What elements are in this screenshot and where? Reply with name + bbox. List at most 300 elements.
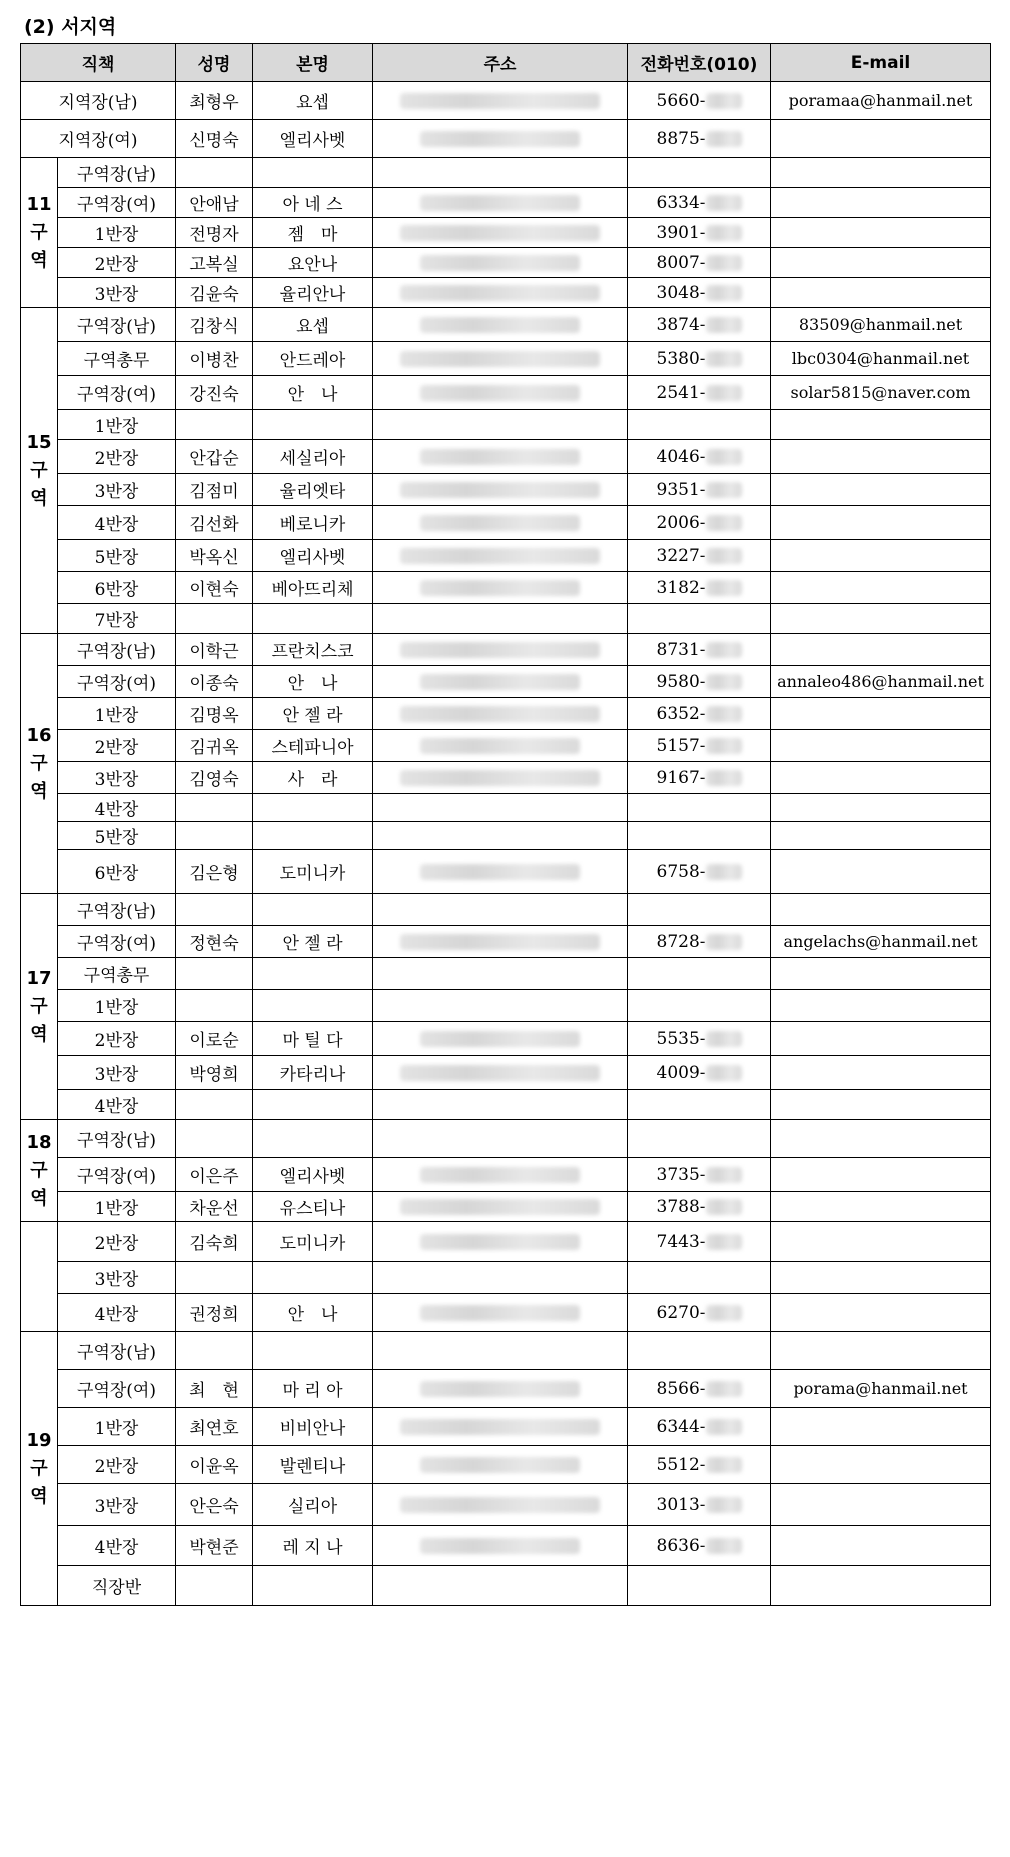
role-cell: 4반장 <box>58 1090 176 1120</box>
email-cell <box>771 1526 991 1566</box>
baptismal-name-cell: 엘리사벳 <box>253 540 373 572</box>
baptismal-name-cell <box>253 410 373 440</box>
baptismal-name-cell: 안 젤 라 <box>253 926 373 958</box>
phone-prefix: 3182- <box>656 577 706 598</box>
address-cell <box>373 1370 628 1408</box>
phone-prefix: 5380- <box>656 348 706 369</box>
table-row <box>21 1526 991 1566</box>
redacted-phone-suffix <box>706 1234 742 1250</box>
phone-cell <box>628 440 771 474</box>
phone-cell <box>628 248 771 278</box>
redacted-phone-suffix <box>706 674 742 690</box>
name-cell: 정현숙 <box>176 926 253 958</box>
zone-label-line: 구 <box>30 752 48 774</box>
email-cell <box>771 1056 991 1090</box>
table-row <box>21 822 991 850</box>
role-cell: 4반장 <box>58 1294 176 1332</box>
role-cell: 구역장(여) <box>58 1158 176 1192</box>
phone-cell <box>628 218 771 248</box>
zone-label-line: 17 <box>26 967 52 989</box>
name-cell: 박현준 <box>176 1526 253 1566</box>
email-cell <box>771 1566 991 1606</box>
name-cell <box>176 1090 253 1120</box>
role-cell: 4반장 <box>58 506 176 540</box>
table-row <box>21 1408 991 1446</box>
role-cell: 5반장 <box>58 822 176 850</box>
role-cell: 4반장 <box>58 794 176 822</box>
role-cell: 구역총무 <box>58 342 176 376</box>
address-cell <box>373 1566 628 1606</box>
email-cell <box>771 1408 991 1446</box>
name-cell: 김은형 <box>176 850 253 894</box>
redacted-address <box>400 548 600 564</box>
phone-cell <box>628 604 771 634</box>
name-cell: 박영희 <box>176 1056 253 1090</box>
table-row <box>21 410 991 440</box>
phone-cell <box>628 158 771 188</box>
phone-prefix: 5512- <box>656 1454 706 1475</box>
table-row <box>21 762 991 794</box>
role-cell: 3반장 <box>58 1056 176 1090</box>
address-cell <box>373 1332 628 1370</box>
baptismal-name-cell <box>253 990 373 1022</box>
zone-label <box>21 1332 58 1606</box>
baptismal-name-cell <box>253 894 373 926</box>
redacted-address <box>400 706 600 722</box>
table-row <box>21 342 991 376</box>
phone-cell <box>628 958 771 990</box>
address-cell <box>373 634 628 666</box>
address-cell <box>373 248 628 278</box>
baptismal-name-cell: 안 나 <box>253 666 373 698</box>
baptismal-name-cell: 사 라 <box>253 762 373 794</box>
table-row <box>21 82 991 120</box>
redacted-phone-suffix <box>706 1381 742 1397</box>
table-row <box>21 1222 991 1262</box>
name-cell: 차운선 <box>176 1192 253 1222</box>
name-cell: 이은주 <box>176 1158 253 1192</box>
name-cell: 이학근 <box>176 634 253 666</box>
name-cell <box>176 822 253 850</box>
address-cell <box>373 1526 628 1566</box>
phone-prefix: 6334- <box>656 192 706 213</box>
table-row <box>21 604 991 634</box>
name-cell: 이로순 <box>176 1022 253 1056</box>
baptismal-name-cell: 발렌티나 <box>253 1446 373 1484</box>
table-row <box>21 1056 991 1090</box>
table-row <box>21 120 991 158</box>
table-row <box>21 634 991 666</box>
zone-label-line: 역 <box>30 487 48 509</box>
phone-cell <box>628 850 771 894</box>
email-cell <box>771 278 991 308</box>
phone-cell <box>628 188 771 218</box>
redacted-phone-suffix <box>706 1167 742 1183</box>
baptismal-name-cell: 도미니카 <box>253 850 373 894</box>
header-phone: 전화번호(010) <box>628 44 771 82</box>
email-cell <box>771 1192 991 1222</box>
phone-prefix: 6344- <box>656 1416 706 1437</box>
email-cell <box>771 990 991 1022</box>
redacted-phone-suffix <box>706 285 742 301</box>
name-cell: 안애남 <box>176 188 253 218</box>
address-cell <box>373 1446 628 1484</box>
email-cell <box>771 158 991 188</box>
table-row <box>21 1294 991 1332</box>
phone-cell <box>628 1526 771 1566</box>
directory-table <box>20 43 991 1606</box>
zone-label-line: 역 <box>30 1485 48 1507</box>
email-cell: annaleo486@hanmail.net <box>771 666 991 698</box>
email-cell <box>771 1484 991 1526</box>
phone-cell <box>628 1158 771 1192</box>
table-row <box>21 308 991 342</box>
table-row <box>21 1484 991 1526</box>
phone-cell <box>628 1446 771 1484</box>
phone-cell <box>628 376 771 410</box>
redacted-phone-suffix <box>706 642 742 658</box>
baptismal-name-cell: 안 나 <box>253 376 373 410</box>
table-row <box>21 474 991 506</box>
redacted-address <box>400 1497 600 1513</box>
phone-cell <box>628 308 771 342</box>
redacted-address <box>420 317 580 333</box>
phone-cell <box>628 1222 771 1262</box>
address-cell <box>373 1408 628 1446</box>
phone-prefix: 4046- <box>656 446 706 467</box>
address-cell <box>373 1294 628 1332</box>
name-cell <box>176 1332 253 1370</box>
table-row <box>21 1158 991 1192</box>
phone-cell <box>628 894 771 926</box>
email-cell <box>771 762 991 794</box>
role-cell: 2반장 <box>58 248 176 278</box>
name-cell <box>176 604 253 634</box>
zone-label-line: 구 <box>30 221 48 243</box>
zone-label <box>21 1222 58 1332</box>
address-cell <box>373 926 628 958</box>
baptismal-name-cell: 안 나 <box>253 1294 373 1332</box>
phone-prefix: 3901- <box>656 222 706 243</box>
address-cell <box>373 990 628 1022</box>
redacted-phone-suffix <box>706 482 742 498</box>
zone-label-line: 역 <box>30 780 48 802</box>
name-cell: 전명자 <box>176 218 253 248</box>
table-row <box>21 158 991 188</box>
email-cell: lbc0304@hanmail.net <box>771 342 991 376</box>
baptismal-name-cell <box>253 1566 373 1606</box>
redacted-phone-suffix <box>706 1031 742 1047</box>
email-cell <box>771 794 991 822</box>
role-cell: 1반장 <box>58 698 176 730</box>
role-cell: 구역장(남) <box>58 158 176 188</box>
phone-prefix: 2006- <box>656 512 706 533</box>
role-cell: 구역장(남) <box>58 634 176 666</box>
phone-cell <box>628 572 771 604</box>
section-title: (2) 서지역 <box>24 16 117 38</box>
name-cell: 고복실 <box>176 248 253 278</box>
baptismal-name-cell: 세실리아 <box>253 440 373 474</box>
table-row <box>21 572 991 604</box>
baptismal-name-cell <box>253 158 373 188</box>
name-cell: 최형우 <box>176 82 253 120</box>
redacted-phone-suffix <box>706 93 742 109</box>
address-cell <box>373 894 628 926</box>
phone-prefix: 8007- <box>656 252 706 273</box>
baptismal-name-cell <box>253 1262 373 1294</box>
zone-label-line: 15 <box>26 431 52 453</box>
role-cell: 1반장 <box>58 218 176 248</box>
phone-prefix: 8875- <box>656 128 706 149</box>
email-cell <box>771 1120 991 1158</box>
name-cell <box>176 1566 253 1606</box>
baptismal-name-cell: 카타리나 <box>253 1056 373 1090</box>
email-cell <box>771 1332 991 1370</box>
role-cell: 1반장 <box>58 1408 176 1446</box>
address-cell <box>373 698 628 730</box>
phone-cell <box>628 1090 771 1120</box>
table-body <box>21 82 991 1606</box>
role-cell: 2반장 <box>58 1222 176 1262</box>
phone-cell <box>628 82 771 120</box>
redacted-phone-suffix <box>706 131 742 147</box>
redacted-phone-suffix <box>706 225 742 241</box>
redacted-address <box>400 770 600 786</box>
address-cell <box>373 958 628 990</box>
role-cell: 3반장 <box>58 278 176 308</box>
baptismal-name-cell <box>253 822 373 850</box>
address-cell <box>373 730 628 762</box>
baptismal-name-cell: 율리안나 <box>253 278 373 308</box>
address-cell <box>373 82 628 120</box>
email-cell: 83509@hanmail.net <box>771 308 991 342</box>
phone-prefix: 2541- <box>656 382 706 403</box>
baptismal-name-cell: 율리엣타 <box>253 474 373 506</box>
name-cell: 신명숙 <box>176 120 253 158</box>
phone-cell <box>628 666 771 698</box>
phone-cell <box>628 540 771 572</box>
address-cell <box>373 1056 628 1090</box>
baptismal-name-cell: 마 리 아 <box>253 1370 373 1408</box>
address-cell <box>373 572 628 604</box>
redacted-address <box>420 449 580 465</box>
phone-cell <box>628 506 771 540</box>
baptismal-name-cell: 도미니카 <box>253 1222 373 1262</box>
zone-label-line: 19 <box>26 1429 52 1451</box>
baptismal-name-cell: 요셉 <box>253 308 373 342</box>
address-cell <box>373 1484 628 1526</box>
email-cell <box>771 506 991 540</box>
phone-prefix: 3874- <box>656 314 706 335</box>
phone-prefix: 3735- <box>656 1164 706 1185</box>
role-cell: 6반장 <box>58 572 176 604</box>
email-cell <box>771 1158 991 1192</box>
zone-label <box>21 1120 58 1222</box>
redacted-address <box>400 934 600 950</box>
phone-prefix: 7443- <box>656 1231 706 1252</box>
redacted-address <box>420 1457 580 1473</box>
address-cell <box>373 1090 628 1120</box>
role-cell: 1반장 <box>58 410 176 440</box>
address-cell <box>373 1120 628 1158</box>
address-cell <box>373 762 628 794</box>
email-cell <box>771 474 991 506</box>
email-cell: angelachs@hanmail.net <box>771 926 991 958</box>
table-row <box>21 1262 991 1294</box>
email-cell <box>771 730 991 762</box>
name-cell: 김명옥 <box>176 698 253 730</box>
address-cell <box>373 158 628 188</box>
email-cell <box>771 120 991 158</box>
baptismal-name-cell <box>253 958 373 990</box>
baptismal-name-cell: 베로니카 <box>253 506 373 540</box>
name-cell <box>176 958 253 990</box>
role-cell: 구역장(남) <box>58 308 176 342</box>
redacted-address <box>420 580 580 596</box>
table-row <box>21 958 991 990</box>
redacted-address <box>400 1199 600 1215</box>
email-cell <box>771 698 991 730</box>
table-row <box>21 188 991 218</box>
phone-cell <box>628 410 771 440</box>
zone-label <box>21 308 58 634</box>
email-cell <box>771 894 991 926</box>
phone-prefix: 8566- <box>656 1378 706 1399</box>
email-cell: poramaa@hanmail.net <box>771 82 991 120</box>
role-cell: 2반장 <box>58 1446 176 1484</box>
redacted-address <box>400 225 600 241</box>
phone-prefix: 8731- <box>656 639 706 660</box>
email-cell <box>771 572 991 604</box>
phone-cell <box>628 278 771 308</box>
address-cell <box>373 440 628 474</box>
email-cell <box>771 440 991 474</box>
role-cell: 1반장 <box>58 1192 176 1222</box>
role-cell: 7반장 <box>58 604 176 634</box>
name-cell: 이윤옥 <box>176 1446 253 1484</box>
email-cell <box>771 1294 991 1332</box>
address-cell <box>373 822 628 850</box>
zone-label-line: 구 <box>30 995 48 1017</box>
zone-label-line: 역 <box>30 1187 48 1209</box>
redacted-address <box>420 515 580 531</box>
table-row <box>21 1370 991 1408</box>
email-cell <box>771 540 991 572</box>
address-cell <box>373 506 628 540</box>
role-cell: 5반장 <box>58 540 176 572</box>
redacted-phone-suffix <box>706 770 742 786</box>
redacted-phone-suffix <box>706 580 742 596</box>
baptismal-name-cell: 안 젤 라 <box>253 698 373 730</box>
zone-label-line: 역 <box>30 1023 48 1045</box>
redacted-phone-suffix <box>706 195 742 211</box>
email-cell <box>771 1446 991 1484</box>
email-cell <box>771 850 991 894</box>
redacted-phone-suffix <box>706 934 742 950</box>
redacted-address <box>400 642 600 658</box>
redacted-address <box>420 738 580 754</box>
role-cell: 지역장(남) <box>21 82 176 120</box>
role-cell: 지역장(여) <box>21 120 176 158</box>
table-row <box>21 894 991 926</box>
name-cell <box>176 894 253 926</box>
name-cell <box>176 794 253 822</box>
baptismal-name-cell: 프란치스코 <box>253 634 373 666</box>
email-cell <box>771 1222 991 1262</box>
address-cell <box>373 120 628 158</box>
phone-cell <box>628 1484 771 1526</box>
phone-cell <box>628 1022 771 1056</box>
table-row <box>21 218 991 248</box>
redacted-phone-suffix <box>706 515 742 531</box>
baptismal-name-cell: 요안나 <box>253 248 373 278</box>
phone-prefix: 9351- <box>656 479 706 500</box>
address-cell <box>373 1222 628 1262</box>
email-cell: solar5815@naver.com <box>771 376 991 410</box>
table-row <box>21 666 991 698</box>
baptismal-name-cell <box>253 1090 373 1120</box>
redacted-address <box>400 351 600 367</box>
role-cell: 구역장(여) <box>58 926 176 958</box>
role-cell: 2반장 <box>58 1022 176 1056</box>
redacted-address <box>400 93 600 109</box>
address-cell <box>373 540 628 572</box>
redacted-phone-suffix <box>706 449 742 465</box>
redacted-address <box>420 385 580 401</box>
name-cell <box>176 990 253 1022</box>
redacted-address <box>420 255 580 271</box>
header-role: 직책 <box>21 44 176 82</box>
name-cell: 최 현 <box>176 1370 253 1408</box>
table-row <box>21 730 991 762</box>
baptismal-name-cell: 안드레아 <box>253 342 373 376</box>
address-cell <box>373 188 628 218</box>
table-row <box>21 990 991 1022</box>
role-cell: 3반장 <box>58 762 176 794</box>
zone-label-line: 역 <box>30 249 48 271</box>
baptismal-name-cell: 엘리사벳 <box>253 120 373 158</box>
phone-prefix: 6352- <box>656 703 706 724</box>
header-email: E-mail <box>771 44 991 82</box>
name-cell: 김숙희 <box>176 1222 253 1262</box>
address-cell <box>373 1158 628 1192</box>
email-cell <box>771 218 991 248</box>
table-row <box>21 540 991 572</box>
phone-cell <box>628 990 771 1022</box>
redacted-address <box>420 195 580 211</box>
address-cell <box>373 278 628 308</box>
name-cell: 이현숙 <box>176 572 253 604</box>
redacted-phone-suffix <box>706 738 742 754</box>
phone-cell <box>628 822 771 850</box>
redacted-phone-suffix <box>706 317 742 333</box>
name-cell: 김윤숙 <box>176 278 253 308</box>
role-cell: 3반장 <box>58 1484 176 1526</box>
redacted-phone-suffix <box>706 864 742 880</box>
baptismal-name-cell: 비비안나 <box>253 1408 373 1446</box>
address-cell <box>373 1192 628 1222</box>
redacted-phone-suffix <box>706 1199 742 1215</box>
table-row <box>21 1446 991 1484</box>
table-row <box>21 248 991 278</box>
role-cell: 구역장(남) <box>58 1120 176 1158</box>
redacted-phone-suffix <box>706 1419 742 1435</box>
phone-cell <box>628 926 771 958</box>
redacted-phone-suffix <box>706 1538 742 1554</box>
redacted-address <box>420 1167 580 1183</box>
baptismal-name-cell <box>253 794 373 822</box>
email-cell <box>771 188 991 218</box>
